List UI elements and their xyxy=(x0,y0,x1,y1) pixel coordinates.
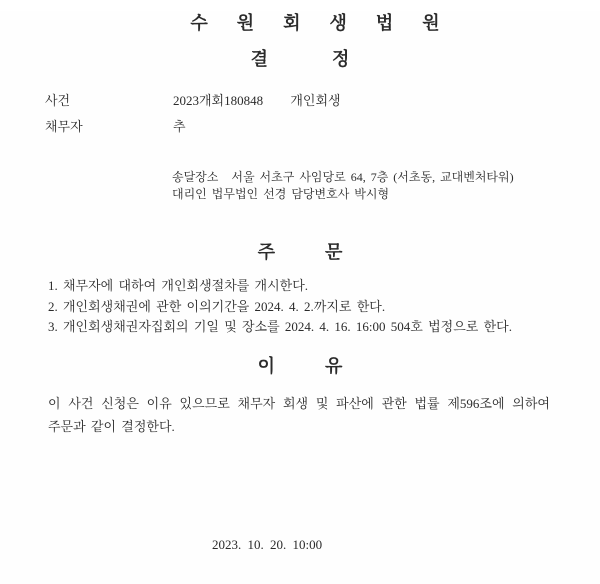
reason-text: 이 사건 신청은 이유 있으므로 채무자 회생 및 파산에 관한 법률 제596조에 의하여 주문과 같이 결정한다. xyxy=(48,395,550,434)
case-number-row xyxy=(0,92,600,110)
order-items-list xyxy=(0,276,600,338)
service-address-text: 서울 서초구 사임당로 64, 7층 (서초동, 교대벤처타워) xyxy=(231,170,514,184)
order-item-2: 2. 개인회생채권에 관한 이의기간을 2024. 4. 2.까지로 한다. xyxy=(48,298,386,314)
case-info-section xyxy=(0,92,600,136)
debtor-name: 추 xyxy=(173,119,186,134)
reason-section-heading: 이유 xyxy=(257,355,393,376)
order-item-3: 3. 개인회생채권자집회의 기일 및 장소를 2024. 4. 16. 16:00 504호 법정으로 한다. xyxy=(48,319,512,334)
order-item-1: 1. 채무자에 대하여 개인회생절차를 개시한다. xyxy=(48,278,309,293)
service-info-section xyxy=(172,169,600,203)
order-section-heading: 주문 xyxy=(257,242,393,262)
case-number: 2023개회180848 xyxy=(173,93,264,108)
case-type: 개인회생 xyxy=(290,93,341,108)
service-address-label: 송달장소 xyxy=(172,170,219,184)
service-address-line xyxy=(172,169,600,186)
debtor-row xyxy=(0,118,600,136)
decision-datetime: 2023. 10. 20. 10:00 xyxy=(212,536,323,552)
decision-doc-type-title: 결정 xyxy=(250,49,414,69)
representative-line: 대리인 법무법인 선경 담당변호사 박시형 xyxy=(172,187,390,201)
debtor-label: 채무자 xyxy=(45,119,83,134)
case-label: 사건 xyxy=(45,93,71,108)
case-number-value xyxy=(173,92,341,110)
court-name-title: 수원회생법원 xyxy=(190,13,469,33)
court-decision-document xyxy=(0,11,600,584)
